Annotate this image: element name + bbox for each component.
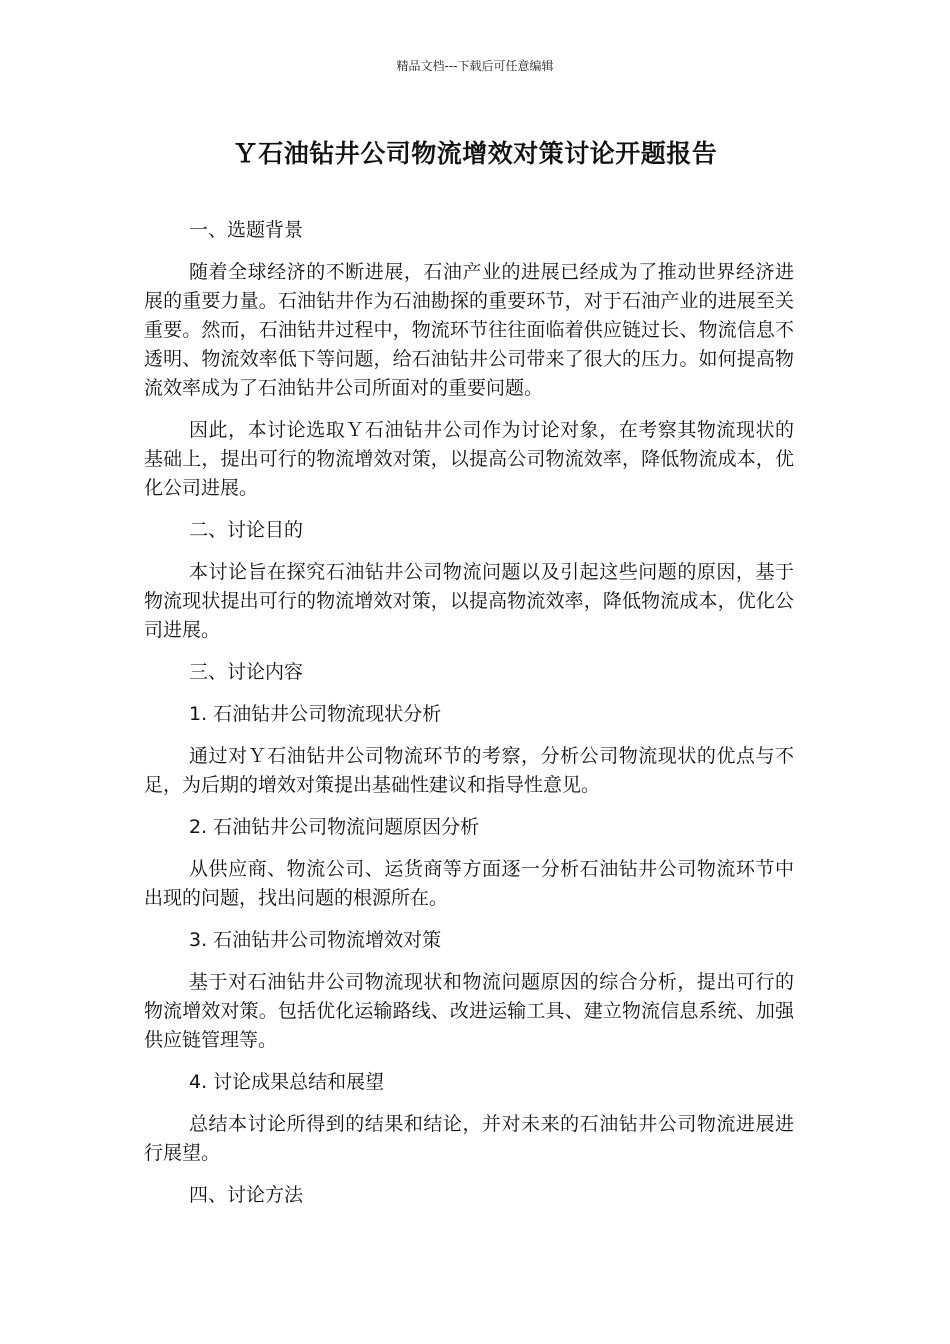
section-heading-content: 三、讨论内容 xyxy=(189,661,304,683)
section-heading-purpose: 二、讨论目的 xyxy=(189,519,304,541)
paragraph-status-analysis: 通过对Ｙ石油钻井公司物流环节的考察，分析公司物流现状的优点与不足，为后期的增效对策提出基础性建议和指导性意见。 xyxy=(144,745,794,796)
document-body xyxy=(144,216,794,1223)
subheading-countermeasures: 3. 石油钻井公司物流增效对策 xyxy=(189,929,442,951)
section-heading-background: 一、选题背景 xyxy=(189,219,304,241)
paragraph-countermeasures: 基于对石油钻井公司物流现状和物流问题原因的综合分析，提出可行的物流增效对策。包括优化运输路线、改进运输工具、建立物流信息系统、加强供应链管理等。 xyxy=(144,971,794,1051)
paragraph-cause-analysis: 从供应商、物流公司、运货商等方面逐一分析石油钻井公司物流环节中出现的问题，找出问题的根源所在。 xyxy=(144,858,794,909)
subheading-summary-outlook: 4. 讨论成果总结和展望 xyxy=(189,1071,385,1093)
paragraph-purpose: 本讨论旨在探究石油钻井公司物流问题以及引起这些问题的原因，基于物流现状提出可行的物流增效对策，以提高物流效率，降低物流成本，优化公司进展。 xyxy=(144,561,794,641)
document-title: Ｙ石油钻井公司物流增效对策讨论开题报告 xyxy=(232,139,718,168)
header-note: 精品文档---下载后可任意编辑 xyxy=(396,59,554,73)
paragraph-background-1: 随着全球经济的不断进展，石油产业的进展已经成为了推动世界经济进展的重要力量。石油钻井作为石油勘探的重要环节，对于石油产业的进展至关重要。然而，石油钻井过程中，物流环节往往面临着供应链过长、物流信息不透明、物流效率低下等问题，给石油钻井公司带来了很大的压力。如何提高物流效率成为了石油钻井公司所面对的重要问题。 xyxy=(144,261,794,399)
subheading-status-analysis: 1. 石油钻井公司物流现状分析 xyxy=(189,703,442,725)
paragraph-summary-outlook: 总结本讨论所得到的结果和结论，并对未来的石油钻井公司物流进展进行展望。 xyxy=(144,1113,794,1164)
paragraph-background-2: 因此，本讨论选取Ｙ石油钻井公司作为讨论对象，在考察其物流现状的基础上，提出可行的物流增效对策，以提高公司物流效率，降低物流成本，优化公司进展。 xyxy=(144,419,794,499)
section-heading-methods: 四、讨论方法 xyxy=(189,1184,304,1206)
subheading-cause-analysis: 2. 石油钻井公司物流问题原因分析 xyxy=(189,816,480,838)
